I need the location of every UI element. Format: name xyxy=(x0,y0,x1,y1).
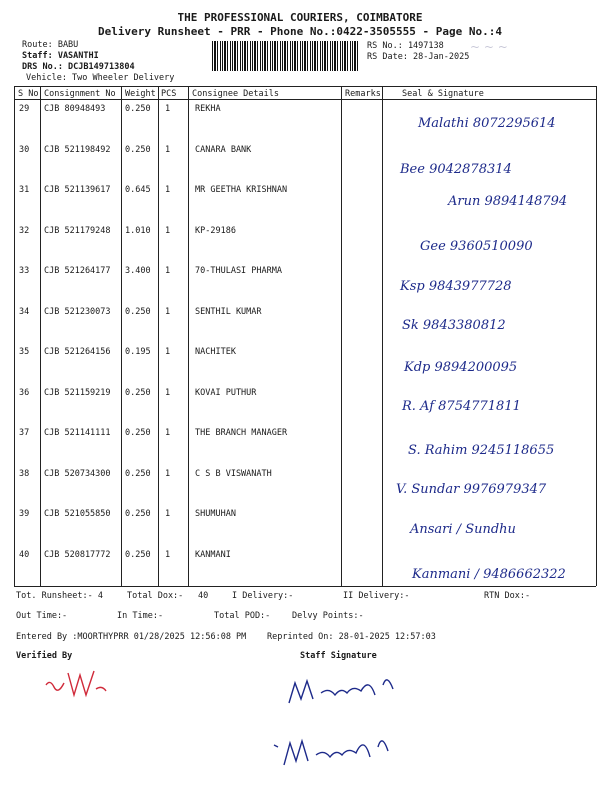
total-pod-label: Total POD:- xyxy=(214,611,271,621)
row-signature: Kdp 9894200095 xyxy=(404,360,518,375)
row-consignee: THE BRANCH MANAGER xyxy=(195,428,288,438)
tot-runsheet: Tot. Runsheet:- 4 xyxy=(16,591,103,601)
row-pcs: 1 xyxy=(165,306,171,317)
row-weight: 0.250 xyxy=(125,306,151,317)
row-signature: Bee 9042878314 xyxy=(400,161,512,177)
row-consignee: KOVAI PUTHUR xyxy=(195,387,257,398)
row-pcs: 1 xyxy=(165,387,171,398)
row-signature: Arun 9894148794 xyxy=(448,194,568,209)
table-row xyxy=(14,504,596,546)
rs-number: RS No.: 1497138 xyxy=(367,41,444,51)
row-consignee: C S B VISWANATH xyxy=(195,468,272,479)
route-label: Route: BABU xyxy=(22,40,79,50)
row-consignment-no: CJB 521264177 xyxy=(44,266,111,276)
row-weight: 0.250 xyxy=(125,104,151,114)
row-consignment-no: CJB 521139617 xyxy=(44,185,111,195)
row-sno: 35 xyxy=(19,347,30,357)
ii-delivery-label: II Delivery:- xyxy=(343,591,410,601)
row-weight: 0.250 xyxy=(125,468,151,479)
staff-signature-icon xyxy=(283,665,413,710)
row-consignee: KANMANI xyxy=(195,549,231,560)
column-header-pcs: PCS xyxy=(161,89,177,99)
table-row xyxy=(14,464,596,506)
row-sno: 31 xyxy=(19,185,30,195)
row-consignment-no: CJB 521264156 xyxy=(44,347,111,357)
row-pcs: 1 xyxy=(165,549,171,560)
row-sno: 32 xyxy=(19,225,30,236)
row-sno: 34 xyxy=(19,306,30,317)
row-sno: 30 xyxy=(19,144,30,155)
row-consignee: NACHITEK xyxy=(195,347,236,357)
table-row xyxy=(14,423,596,465)
drs-number: DRS No.: DCJB149713804 xyxy=(22,62,135,72)
row-signature: Gee 9360510090 xyxy=(420,238,533,254)
verifier-signature-icon xyxy=(40,665,110,705)
column-header-remarks: Remarks xyxy=(345,89,381,99)
staff-label: Staff: VASANTHI xyxy=(22,51,99,61)
row-sno: 29 xyxy=(19,104,30,114)
company-title: THE PROFESSIONAL COURIERS, COIMBATORE xyxy=(177,11,423,24)
table-row xyxy=(14,342,596,384)
entered-by: Entered By :MOORTHYPRR 01/28/2025 12:56:08 PM xyxy=(16,632,247,642)
row-sno: 37 xyxy=(19,428,30,438)
table-row xyxy=(14,302,596,344)
table-right-border xyxy=(596,86,597,586)
row-signature: Ksp 9843977728 xyxy=(400,279,512,294)
row-sno: 40 xyxy=(19,549,30,560)
row-consignment-no: CJB 521198492 xyxy=(44,144,111,155)
row-consignment-no: CJB 521055850 xyxy=(44,509,111,519)
column-header-sno: S No xyxy=(18,89,39,99)
staff-signature-second-icon xyxy=(270,725,400,775)
table-bottom-rule xyxy=(14,586,596,587)
column-header-consignment: Consignment No xyxy=(44,89,116,99)
in-time-label: In Time:- xyxy=(117,611,164,621)
row-consignee: CANARA BANK xyxy=(195,144,252,155)
reprinted-on: Reprinted On: 28-01-2025 12:57:03 xyxy=(267,632,436,642)
total-dox-value: 40 xyxy=(198,591,209,601)
verified-by-label: Verified By xyxy=(16,651,73,661)
row-sno: 33 xyxy=(19,266,30,276)
row-weight: 0.195 xyxy=(125,347,151,357)
staff-signature-label: Staff Signature xyxy=(300,651,377,661)
row-sno: 39 xyxy=(19,509,30,519)
row-weight: 0.250 xyxy=(125,387,151,398)
runsheet-title: Delivery Runsheet - PRR - Phone No.:0422-3505555 - Page No.:4 xyxy=(98,25,502,38)
row-consignment-no: CJB 521141111 xyxy=(44,428,111,438)
row-consignment-no: CJB 520817772 xyxy=(44,549,111,560)
row-pcs: 1 xyxy=(165,347,171,357)
row-signature: Malathi 8072295614 xyxy=(418,116,556,131)
row-signature: Kanmani / 9486662322 xyxy=(412,566,566,582)
table-row xyxy=(14,221,596,263)
row-weight: 0.250 xyxy=(125,428,151,438)
row-weight: 0.250 xyxy=(125,144,151,155)
table-row xyxy=(14,383,596,425)
row-consignment-no: CJB 520734300 xyxy=(44,468,111,479)
row-consignee: MR GEETHA KRISHNAN xyxy=(195,185,288,195)
barcode-image xyxy=(212,41,360,71)
row-sno: 38 xyxy=(19,468,30,479)
row-consignment-no: CJB 521179248 xyxy=(44,225,111,236)
row-weight: 0.250 xyxy=(125,549,151,560)
row-signature: V. Sundar 9976979347 xyxy=(396,481,547,497)
rs-date: RS Date: 28-Jan-2025 xyxy=(367,52,470,62)
column-header-weight: Weight xyxy=(125,89,156,99)
table-row xyxy=(14,140,596,182)
table-row xyxy=(14,180,596,222)
table-top-rule xyxy=(14,86,596,87)
row-consignee: REKHA xyxy=(195,104,221,114)
row-consignee: SENTHIL KUMAR xyxy=(195,306,262,317)
total-dox-label: Total Dox:- xyxy=(127,591,184,601)
row-consignee: SHUMUHAN xyxy=(195,509,236,519)
row-pcs: 1 xyxy=(165,104,171,114)
row-pcs: 1 xyxy=(165,225,171,236)
row-signature: R. Af 8754771811 xyxy=(402,398,521,414)
column-header-consignee: Consignee Details xyxy=(192,89,279,99)
row-signature: S. Rahim 9245118655 xyxy=(408,443,555,458)
row-pcs: 1 xyxy=(165,144,171,155)
out-time-label: Out Time:- xyxy=(16,611,68,621)
row-consignee: KP-29186 xyxy=(195,225,236,236)
row-sno: 36 xyxy=(19,387,30,398)
row-consignee: 70-THULASI PHARMA xyxy=(195,266,282,276)
row-pcs: 1 xyxy=(165,185,171,195)
row-weight: 0.250 xyxy=(125,509,151,519)
row-signature: Ansari / Sundhu xyxy=(410,522,516,537)
row-weight: 0.645 xyxy=(125,185,151,195)
row-pcs: 1 xyxy=(165,428,171,438)
column-header-seal: Seal & Signature xyxy=(402,89,484,99)
faint-stamp-icon: ~ ~ ~ xyxy=(470,40,508,54)
delvy-points-label: Delvy Points:- xyxy=(292,611,364,621)
row-weight: 3.400 xyxy=(125,266,151,276)
row-pcs: 1 xyxy=(165,468,171,479)
row-consignment-no: CJB 80948493 xyxy=(44,104,106,114)
table-row xyxy=(14,545,596,587)
rtn-dox-label: RTN Dox:- xyxy=(484,591,531,601)
row-weight: 1.010 xyxy=(125,225,151,236)
row-consignment-no: CJB 521230073 xyxy=(44,306,111,317)
row-consignment-no: CJB 521159219 xyxy=(44,387,111,398)
table-row xyxy=(14,261,596,303)
row-signature: Sk 9843380812 xyxy=(402,317,506,333)
row-pcs: 1 xyxy=(165,509,171,519)
i-delivery-label: I Delivery:- xyxy=(232,591,294,601)
row-pcs: 1 xyxy=(165,266,171,276)
table-row xyxy=(14,99,596,141)
vehicle-label: Vehicle: Two Wheeler Delivery xyxy=(26,73,175,83)
